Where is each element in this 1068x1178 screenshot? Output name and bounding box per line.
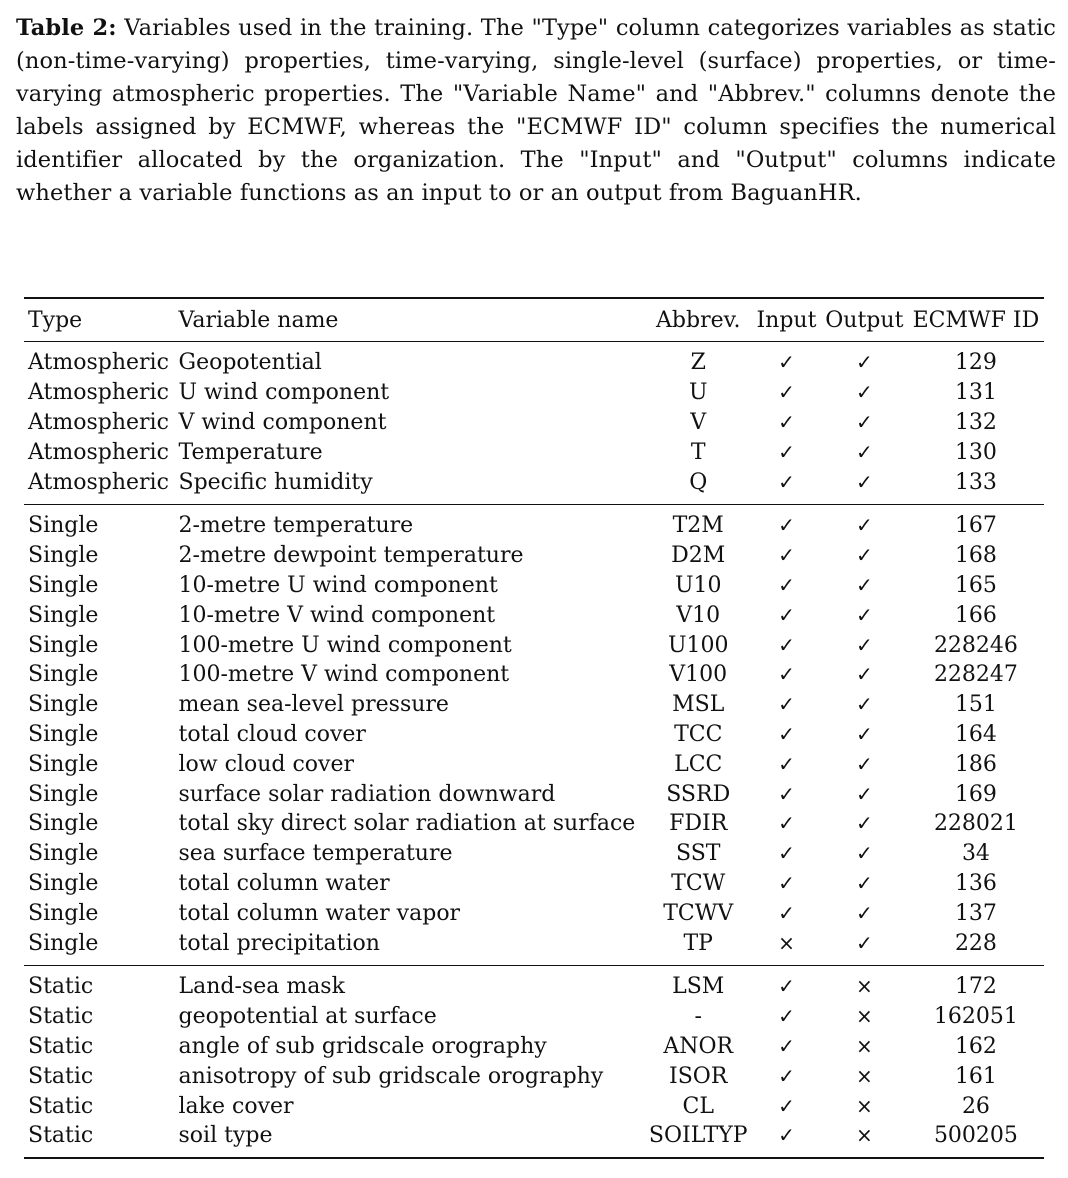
type-cell: Single	[28, 781, 99, 807]
ecmwf-id-cell: 151	[954, 692, 997, 718]
output-mark-glyph: ×	[855, 1093, 873, 1118]
output-mark-glyph: ×	[855, 1063, 873, 1088]
input-mark-glyph: ✓	[778, 811, 795, 836]
input-mark	[752, 660, 821, 690]
ecmwf-id-cell: 186	[954, 751, 997, 777]
ecmwf-id-cell: 132	[954, 409, 997, 435]
table-row	[24, 749, 1044, 779]
type-cell: Single	[28, 870, 99, 896]
output-mark-glyph: ×	[855, 1123, 873, 1148]
abbrev-cell: -	[694, 1004, 702, 1030]
table-row	[24, 1061, 1044, 1091]
variable-name-cell: Specific humidity	[175, 467, 645, 504]
output-mark-glyph: ✓	[855, 409, 873, 434]
input-mark-glyph: ✓	[778, 469, 795, 494]
ecmwf-id-cell: 500205	[933, 1123, 1018, 1149]
input-mark-glyph: ✓	[778, 1093, 795, 1118]
input-mark-glyph: ✓	[778, 380, 795, 405]
variable-name-cell: total column water	[178, 870, 390, 896]
header-type: Type	[24, 298, 175, 342]
input-mark	[752, 965, 821, 1001]
table-row	[24, 571, 1044, 601]
table-row	[24, 965, 1044, 1001]
ecmwf-id-cell: 228021	[933, 811, 1018, 837]
input-mark	[752, 690, 821, 720]
input-mark-glyph: ✓	[778, 350, 795, 375]
abbrev-cell: LSM	[672, 974, 725, 1000]
input-mark-glyph: ✓	[778, 781, 795, 806]
variable-name-cell: anisotropy of sub gridscale orography	[178, 1063, 604, 1089]
abbrev-cell: Z	[690, 350, 706, 376]
table-row	[24, 809, 1044, 839]
table-row	[24, 541, 1044, 571]
table-row	[24, 1091, 1044, 1121]
ecmwf-id-cell: 228247	[933, 662, 1018, 688]
abbrev-cell: U	[688, 380, 708, 406]
abbrev-cell: TP	[644, 928, 752, 965]
type-cell: Single	[28, 513, 99, 539]
output-mark	[821, 342, 908, 378]
output-mark-glyph: ✓	[855, 721, 873, 746]
output-mark	[821, 965, 908, 1001]
abbrev-cell: CL	[682, 1093, 714, 1119]
type-cell: Atmospheric	[28, 380, 169, 406]
type-cell: Single	[28, 662, 99, 688]
ecmwf-id-cell: 228	[908, 928, 1044, 965]
input-mark-glyph: ✓	[778, 439, 795, 464]
variable-name-cell: total column water vapor	[178, 900, 461, 926]
input-mark	[752, 1091, 821, 1121]
abbrev-cell: SOILTYP	[648, 1123, 748, 1149]
abbrev-cell: V10	[676, 602, 721, 628]
abbrev-cell: TCW	[671, 870, 726, 896]
ecmwf-id-cell: 137	[954, 900, 997, 926]
ecmwf-id-cell: 169	[954, 781, 997, 807]
header-ecmwf-id: ECMWF ID	[908, 298, 1044, 342]
abbrev-cell: T2M	[672, 513, 724, 539]
ecmwf-id-cell: 161	[954, 1063, 997, 1089]
input-mark	[752, 342, 821, 378]
variable-name-cell: V wind component	[178, 409, 387, 435]
output-mark	[821, 869, 908, 899]
ecmwf-id-cell: 228246	[933, 632, 1018, 658]
table-row	[24, 1121, 1044, 1158]
variable-name-cell: sea surface temperature	[178, 841, 453, 867]
output-mark	[821, 630, 908, 660]
table-row	[24, 1032, 1044, 1062]
type-cell: Single	[28, 692, 99, 718]
input-mark-glyph: ✓	[778, 841, 795, 866]
ecmwf-id-cell: 166	[954, 602, 997, 628]
ecmwf-id-cell: 172	[954, 974, 997, 1000]
abbrev-cell: TCC	[674, 721, 723, 747]
type-cell: Static	[28, 974, 94, 1000]
ecmwf-id-cell: 165	[954, 572, 997, 598]
table-row	[24, 690, 1044, 720]
variable-name-cell: surface solar radiation downward	[178, 781, 556, 807]
type-cell: Single	[28, 572, 99, 598]
output-mark	[821, 408, 908, 438]
variable-name-cell: lake cover	[178, 1093, 294, 1119]
input-mark	[752, 541, 821, 571]
input-mark	[752, 1061, 821, 1091]
table-row	[24, 504, 1044, 540]
abbrev-cell: T	[690, 439, 706, 465]
variable-name-cell: total precipitation	[175, 928, 645, 965]
output-mark	[821, 928, 908, 965]
output-mark-glyph: ✓	[855, 662, 873, 687]
output-mark-glyph: ✓	[855, 572, 873, 597]
input-mark-glyph: ✓	[778, 1004, 795, 1029]
output-mark-glyph: ✓	[855, 513, 873, 538]
header-input: Input	[752, 298, 821, 342]
output-mark-glyph: ✓	[855, 900, 873, 925]
table-row	[24, 378, 1044, 408]
abbrev-cell: MSL	[672, 692, 725, 718]
variable-name-cell: geopotential at surface	[178, 1004, 437, 1030]
abbrev-cell: U10	[674, 572, 722, 598]
type-cell: Single	[28, 751, 99, 777]
input-mark	[752, 809, 821, 839]
caption-label: Table 2:	[16, 15, 117, 41]
ecmwf-id-cell: 136	[954, 870, 997, 896]
input-mark	[752, 1121, 821, 1158]
output-mark-glyph: ✓	[855, 469, 873, 494]
abbrev-cell: FDIR	[669, 811, 728, 837]
input-mark-glyph: ✓	[778, 572, 795, 597]
output-mark	[821, 839, 908, 869]
input-mark-glyph: ✓	[778, 692, 795, 717]
type-cell: Static	[28, 1123, 94, 1149]
table-row	[24, 720, 1044, 750]
header-abbrev: Abbrev.	[644, 298, 752, 342]
input-mark	[752, 720, 821, 750]
output-mark	[821, 660, 908, 690]
ecmwf-id-cell: 162051	[933, 1004, 1018, 1030]
input-mark	[752, 779, 821, 809]
input-mark-glyph: ✓	[778, 409, 795, 434]
output-mark-glyph: ✓	[855, 841, 873, 866]
output-mark-glyph: ✓	[855, 930, 873, 955]
variable-name-cell: 100-metre U wind component	[178, 632, 512, 658]
output-mark-glyph: ✓	[855, 781, 873, 806]
input-mark-glyph: ✓	[778, 721, 795, 746]
input-mark	[752, 378, 821, 408]
output-mark-glyph: ×	[855, 974, 873, 999]
table-body	[24, 342, 1044, 1158]
output-mark-glyph: ✓	[855, 350, 873, 375]
table-row	[24, 600, 1044, 630]
type-cell: Static	[28, 1063, 94, 1089]
input-mark	[752, 437, 821, 467]
abbrev-cell: TCWV	[663, 900, 734, 926]
output-mark	[821, 720, 908, 750]
variable-name-cell: 100-metre V wind component	[178, 662, 510, 688]
type-cell: Static	[28, 1004, 94, 1030]
variable-name-cell: Temperature	[178, 439, 323, 465]
output-mark	[821, 1061, 908, 1091]
output-mark	[821, 1002, 908, 1032]
ecmwf-id-cell: 131	[954, 380, 997, 406]
input-mark-glyph: ×	[778, 930, 795, 955]
table-row	[24, 467, 1044, 504]
caption-text: Variables used in the training. The "Type" column categorizes variables as static (non-time-varying) properties, time-varying, single-level (surface) properties, or time-varying atmospheric properties. The "Variable Name" and "Abbrev." columns denote the labels assigned by ECMWF, whereas the "ECMWF ID" column specifies the numerical identifier allocated by the organization. The "Input" and "Output" columns indicate whether a variable functions as an input to or an output from BaguanHR.	[16, 15, 1056, 206]
variable-name-cell: Geopotential	[178, 350, 322, 376]
type-cell: Single	[24, 928, 175, 965]
variable-name-cell: mean sea-level pressure	[178, 692, 449, 718]
table-row	[24, 779, 1044, 809]
input-mark-glyph: ✓	[778, 602, 795, 627]
table-row	[24, 839, 1044, 869]
output-mark	[821, 504, 908, 540]
table-row	[24, 630, 1044, 660]
output-mark	[821, 809, 908, 839]
output-mark	[821, 1121, 908, 1158]
type-cell: Atmospheric	[28, 439, 169, 465]
type-cell: Static	[28, 1093, 94, 1119]
ecmwf-id-cell: 168	[954, 543, 997, 569]
output-mark	[821, 749, 908, 779]
input-mark	[752, 504, 821, 540]
table-caption	[16, 12, 1056, 210]
input-mark-glyph: ✓	[778, 974, 795, 999]
abbrev-cell: SST	[676, 841, 721, 867]
ecmwf-id-cell: 162	[954, 1033, 997, 1059]
variable-name-cell: total cloud cover	[178, 721, 366, 747]
type-cell: Static	[28, 1033, 94, 1059]
input-mark	[752, 630, 821, 660]
input-mark-glyph: ✓	[778, 1063, 795, 1088]
ecmwf-id-cell: 164	[954, 721, 997, 747]
input-mark	[752, 600, 821, 630]
output-mark-glyph: ✓	[855, 602, 873, 627]
table-row	[24, 898, 1044, 928]
input-mark	[752, 749, 821, 779]
input-mark-glyph: ✓	[778, 632, 795, 657]
abbrev-cell: V100	[669, 662, 728, 688]
ecmwf-id-cell: 167	[954, 513, 997, 539]
abbrev-cell: U100	[667, 632, 729, 658]
type-cell: Atmospheric	[24, 467, 175, 504]
output-mark	[821, 378, 908, 408]
variable-name-cell: U wind component	[178, 380, 390, 406]
type-cell: Single	[28, 811, 99, 837]
input-mark-glyph: ✓	[778, 662, 795, 687]
output-mark	[821, 1091, 908, 1121]
ecmwf-id-cell: 129	[954, 350, 997, 376]
table-row	[24, 437, 1044, 467]
input-mark	[752, 571, 821, 601]
ecmwf-id-cell: 133	[908, 467, 1044, 504]
input-mark-glyph: ✓	[778, 1123, 795, 1148]
output-mark-glyph: ✓	[855, 811, 873, 836]
input-mark	[752, 408, 821, 438]
output-mark-glyph: ✓	[855, 632, 873, 657]
input-mark	[752, 869, 821, 899]
output-mark	[821, 1032, 908, 1062]
input-mark	[752, 898, 821, 928]
output-mark-glyph: ×	[855, 1033, 873, 1058]
input-mark	[752, 1002, 821, 1032]
ecmwf-id-cell: 34	[961, 841, 990, 867]
table-row	[24, 408, 1044, 438]
type-cell: Single	[28, 632, 99, 658]
type-cell: Single	[28, 900, 99, 926]
abbrev-cell: SSRD	[666, 781, 731, 807]
variable-name-cell: 10-metre V wind component	[178, 602, 496, 628]
output-mark-glyph: ✓	[855, 692, 873, 717]
output-mark-glyph: ×	[855, 1004, 873, 1029]
abbrev-cell: LCC	[674, 751, 723, 777]
abbrev-cell: Q	[644, 467, 752, 504]
abbrev-cell: D2M	[671, 543, 726, 569]
output-mark-glyph: ✓	[855, 751, 873, 776]
header-variable-name: Variable name	[175, 298, 645, 342]
output-mark	[821, 437, 908, 467]
input-mark-glyph: ✓	[778, 1033, 795, 1058]
input-mark	[752, 1032, 821, 1062]
variable-name-cell: low cloud cover	[178, 751, 354, 777]
table-row	[24, 1002, 1044, 1032]
type-cell: Single	[28, 841, 99, 867]
output-mark-glyph: ✓	[855, 439, 873, 464]
variable-name-cell: 10-metre U wind component	[178, 572, 498, 598]
type-cell: Single	[28, 721, 99, 747]
variable-name-cell: total sky direct solar radiation at surface	[178, 811, 636, 837]
output-mark	[821, 571, 908, 601]
abbrev-cell: ANOR	[663, 1033, 734, 1059]
header-output: Output	[821, 298, 908, 342]
variable-name-cell: 2-metre dewpoint temperature	[178, 543, 524, 569]
type-cell: Atmospheric	[28, 409, 169, 435]
input-mark-glyph: ✓	[778, 900, 795, 925]
input-mark-glyph: ✓	[778, 513, 795, 538]
input-mark-glyph: ✓	[778, 870, 795, 895]
output-mark	[821, 467, 908, 504]
ecmwf-id-cell: 130	[954, 439, 997, 465]
output-mark	[821, 898, 908, 928]
output-mark	[821, 541, 908, 571]
output-mark-glyph: ✓	[855, 870, 873, 895]
table-header	[24, 298, 1044, 342]
table-row	[24, 928, 1044, 965]
variables-table	[24, 297, 1044, 1159]
type-cell: Single	[28, 602, 99, 628]
output-mark	[821, 690, 908, 720]
input-mark-glyph: ✓	[778, 543, 795, 568]
input-mark	[752, 928, 821, 965]
input-mark	[752, 467, 821, 504]
type-cell: Single	[28, 543, 99, 569]
variable-name-cell: soil type	[178, 1123, 273, 1149]
abbrev-cell: V	[690, 409, 707, 435]
variable-name-cell: Land-sea mask	[178, 974, 345, 1000]
table-row	[24, 342, 1044, 378]
output-mark-glyph: ✓	[855, 543, 873, 568]
input-mark-glyph: ✓	[778, 751, 795, 776]
variable-name-cell: 2-metre temperature	[178, 513, 414, 539]
output-mark	[821, 600, 908, 630]
table-row	[24, 869, 1044, 899]
abbrev-cell: ISOR	[669, 1063, 728, 1089]
type-cell: Atmospheric	[28, 350, 169, 376]
output-mark-glyph: ✓	[855, 380, 873, 405]
table-row	[24, 660, 1044, 690]
variable-name-cell: angle of sub gridscale orography	[178, 1033, 547, 1059]
output-mark	[821, 779, 908, 809]
header-row	[24, 298, 1044, 342]
ecmwf-id-cell: 26	[961, 1093, 990, 1119]
input-mark	[752, 839, 821, 869]
